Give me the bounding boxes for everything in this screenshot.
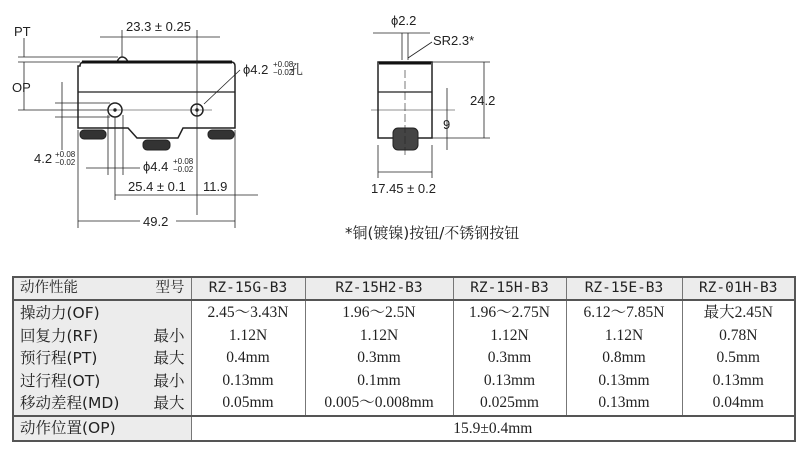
spec-value: 0.5mm — [716, 349, 760, 366]
model-header: RZ-01H-B3 — [682, 277, 795, 300]
tol-upper: +0.08 — [173, 157, 194, 166]
dim-plunger: ϕ2.2 — [391, 13, 417, 28]
dim-depth: 17.45 ± 0.2 — [371, 181, 436, 196]
spec-value: 0.04mm — [712, 394, 764, 411]
dim-hole-height: 4.2 — [34, 151, 53, 166]
spec-value: 0.13mm — [598, 394, 650, 411]
spec-value: 0.3mm — [487, 349, 532, 366]
dim-hole-dia: ϕ4.2 — [243, 62, 269, 77]
spec-value: 0.3mm — [357, 349, 401, 366]
foot-right — [208, 130, 234, 139]
tol-lower: −0.02 — [273, 68, 294, 77]
dim-height: 24.2 — [470, 93, 496, 108]
op-row — [13, 416, 795, 441]
header-model: 型号 — [155, 280, 185, 296]
model-header: RZ-15H-B3 — [453, 277, 566, 300]
spec-value: 1.96～2.5N — [342, 304, 416, 321]
label-text: 过行程(OT) — [20, 371, 101, 390]
spec-value: 1.12N — [228, 326, 268, 344]
row-label — [14, 347, 191, 370]
table-header-row — [13, 277, 795, 300]
label-text: 回复力(RF) — [20, 326, 99, 345]
foot-left — [80, 130, 106, 139]
dim-hole-pitch: 23.3 ± 0.25 — [126, 19, 191, 34]
spec-value: 1.12N — [604, 326, 644, 344]
row-label — [14, 302, 191, 325]
spec-value: 0.005～0.008mm — [324, 394, 434, 411]
tol-lower: −0.02 — [173, 165, 194, 174]
tol-upper: +0.08 — [55, 150, 76, 159]
row-label — [14, 392, 191, 415]
model-column — [566, 300, 682, 416]
dim-hole-dia2: ϕ4.4 — [143, 159, 169, 174]
model-header: RZ-15G-B3 — [191, 277, 305, 300]
spec-value: 1.12N — [490, 326, 529, 344]
op-label: OP — [12, 80, 31, 95]
switch-body — [78, 62, 235, 138]
front-view — [18, 30, 258, 228]
header-label: 动作性能 — [20, 280, 78, 296]
tol-lower: −0.02 — [55, 158, 76, 167]
qualifier-text: 最小 — [153, 371, 185, 390]
table-body-row — [13, 300, 795, 416]
dim-edge: 11.9 — [203, 179, 228, 194]
qualifier-text: 最小 — [153, 326, 185, 345]
hole-suffix: 孔 — [290, 62, 304, 77]
row-label — [14, 325, 191, 348]
spec-value: 0.8mm — [602, 349, 646, 366]
model-column — [453, 300, 566, 416]
op-label: 动作位置(OP) — [20, 418, 116, 437]
spec-value: 6.12～7.85N — [583, 304, 665, 321]
dim-radius: SR2.3* — [433, 33, 475, 48]
label-text: 预行程(PT) — [20, 349, 98, 367]
row-labels — [13, 300, 191, 416]
qualifier-text: 最大 — [153, 349, 185, 367]
qualifier-text: 最大 — [153, 394, 185, 412]
spec-value: 2.45～3.43N — [207, 304, 289, 321]
model-header: RZ-15H2-B3 — [305, 277, 453, 300]
pt-label: PT — [14, 24, 31, 39]
spec-value: 0.78N — [719, 326, 758, 344]
dim-mount: 25.4 ± 0.1 — [128, 179, 186, 194]
op-value: 15.9±0.4mm — [191, 416, 795, 441]
dim-width: 49.2 — [143, 214, 169, 229]
spec-table — [12, 276, 796, 442]
label-text: 操动力(OF) — [20, 304, 100, 322]
spec-value: 0.4mm — [226, 349, 270, 366]
row-label — [14, 370, 191, 393]
foot-middle — [143, 140, 170, 150]
label-text: 移动差程(MD) — [20, 394, 120, 412]
spec-value: 0.025mm — [480, 394, 539, 411]
model-column — [305, 300, 453, 416]
spec-value: 0.13mm — [598, 371, 650, 389]
drawing-caption: *铜(镀镍)按钮/不锈钢按钮 — [345, 224, 520, 242]
spec-value: 1.12N — [359, 326, 399, 344]
spec-value: 0.05mm — [222, 394, 274, 411]
spec-value: 0.13mm — [222, 371, 274, 389]
model-header: RZ-15E-B3 — [566, 277, 682, 300]
spec-value: 0.13mm — [483, 371, 536, 389]
side-button — [393, 128, 418, 150]
dim-hole: 9 — [443, 117, 451, 132]
spec-value: 0.1mm — [357, 371, 401, 389]
spec-value: 最大2.45N — [703, 304, 773, 321]
spec-value: 0.13mm — [712, 371, 764, 389]
header-label-cell — [13, 277, 191, 300]
spec-value: 1.96～2.75N — [469, 304, 550, 321]
model-column — [682, 300, 795, 416]
tol-upper: +0.08 — [273, 60, 294, 69]
model-column — [191, 300, 305, 416]
